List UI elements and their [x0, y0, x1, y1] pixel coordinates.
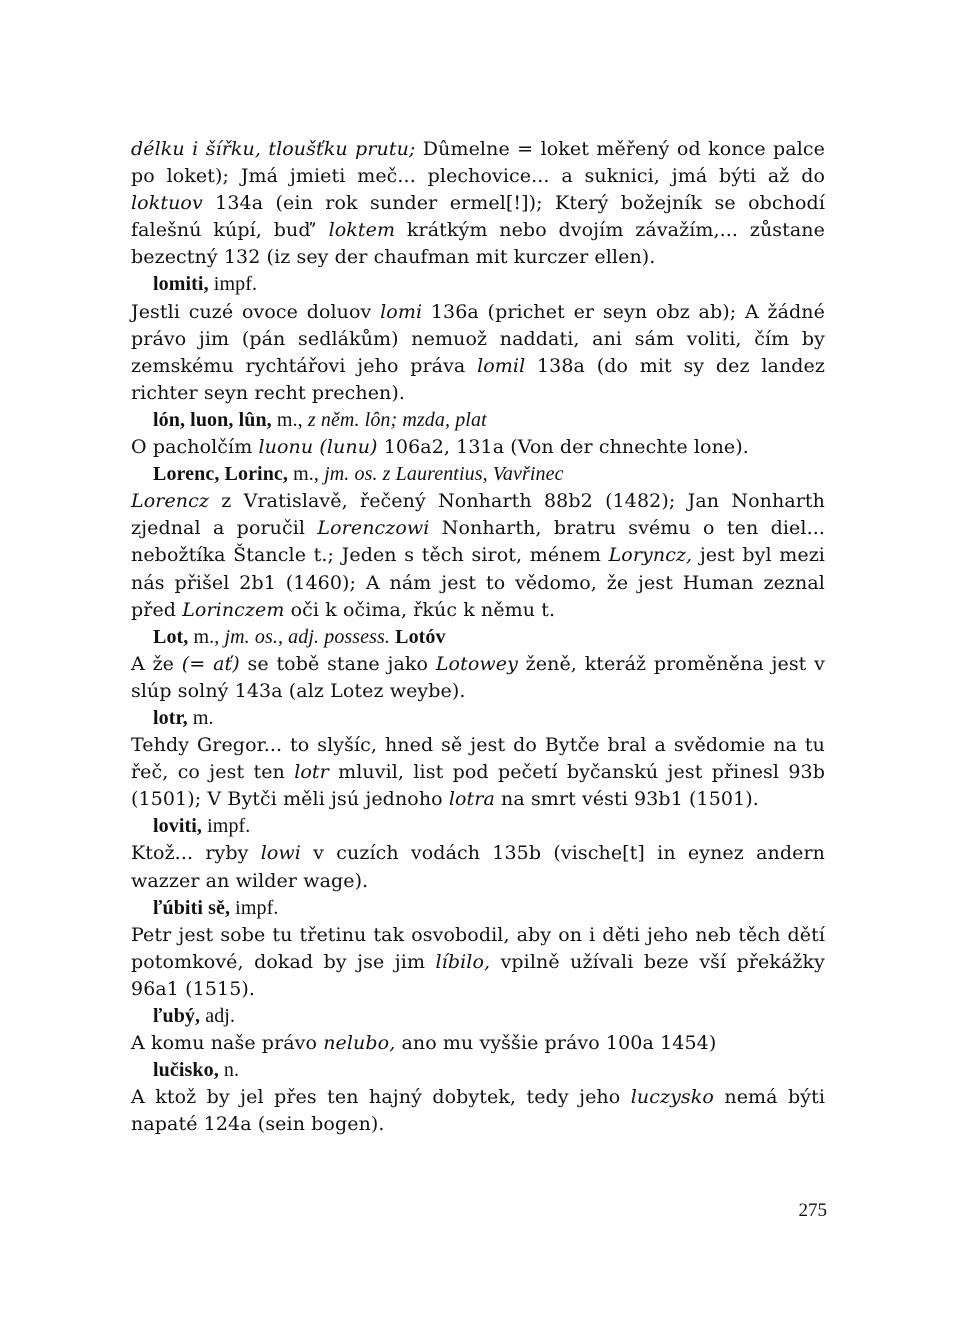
cited-form: Lotowey	[435, 652, 518, 675]
citation-text: Dûmelne = loket měřený od konce palce po loket); Jmá jmieti meč... plechovice... a suknici, jmá býti až do	[131, 138, 825, 188]
grammatical-label: m.,	[288, 463, 319, 486]
citation-paragraph	[131, 434, 825, 461]
cited-form: Lorencz	[131, 490, 209, 513]
citation-text: 138a (do mit sy dez landez richter seyn recht prechen).	[131, 354, 825, 404]
citation-text: 134a (ein rok sunder ermel[!]); Který božejník se obchodí falešnú kúpí, buď’	[131, 192, 825, 242]
cited-form: lomi	[380, 300, 423, 323]
citation-text: vpilně užívali beze vší překážky 96a1 (1515).	[131, 950, 825, 1000]
grammatical-label: impf.	[208, 273, 258, 296]
citation-text: Ktož... ryby	[131, 842, 261, 865]
dictionary-headword	[131, 461, 825, 488]
citation-text: jest byl mezi nás přišel 2b1 (1460); A nám jest to vědomo, že jest Human zeznal před	[131, 544, 825, 621]
citation-text: 136a (prichet er seyn obz ab); A žádné právo jim (pán sedlákům) nemuož naddati, ani sám voliti, čím by zemskému rychtářovi jeho práva	[131, 300, 825, 377]
cited-form: loktem	[328, 219, 396, 242]
citation-text: Petr jest sobe tu třetinu tak osvobodil, aby on i děti jeho neb těch dětí potomkové, dokad by jse jim	[131, 923, 825, 973]
citation-text: Jestli cuzé ovoce doluov	[131, 300, 381, 323]
grammatical-label: m.,	[271, 408, 303, 431]
dictionary-page-body	[131, 136, 825, 1138]
citation-paragraph	[131, 1084, 825, 1138]
citation-paragraph	[131, 136, 825, 271]
citation-text: krátkým nebo dvojím závažím,... zůstane bezectný 132 (iz sey der chaufman mit kurczer ellen).	[131, 219, 825, 269]
citation-text: Nonharth, bratru svému o ten diel... nebožtíka Štancle t.; Jeden s těch sirot, ménem	[131, 517, 825, 567]
dictionary-headword	[131, 624, 825, 651]
citation-text: nemá býti napaté 124a (sein bogen).	[131, 1086, 826, 1136]
citation-text: z Vratislavě, řečený Nonharth 88b2 (1482); Jan Nonharth zjednal a poručil	[131, 490, 825, 540]
dictionary-headword	[131, 895, 825, 922]
citation-paragraph	[131, 732, 825, 813]
headword-gloss: z něm. lôn; mzda, plat	[302, 408, 487, 431]
citation-paragraph	[131, 488, 825, 623]
headword-term: lučisko,	[153, 1059, 219, 1082]
citation-text: A ktož by jel přes ten hajný dobytek, tedy jeho	[131, 1086, 631, 1109]
headword-gloss: jm. os. z Laurentius, Vavřinec	[318, 463, 564, 486]
citation-text: O pacholčím	[131, 436, 259, 459]
headword-derived-form: Lotóv	[390, 625, 446, 648]
citation-paragraph	[131, 840, 825, 894]
cited-form: luczysko	[630, 1086, 714, 1109]
headword-term: Lot,	[153, 625, 189, 648]
citation-text: Tehdy Gregor... to slyšíc, hned sě jest do Bytče bral a svědomie na tu řeč, co jest ten	[131, 734, 825, 784]
dictionary-headword	[131, 1003, 825, 1030]
cited-form: lotra	[448, 788, 495, 811]
cited-form: (= ať)	[181, 652, 240, 675]
headword-gloss: jm. os., adj. possess.	[219, 625, 391, 648]
cited-form: lowi	[260, 842, 301, 865]
citation-text: ano mu vyššie právo 100a 1454)	[395, 1032, 717, 1055]
page-number: 275	[798, 1200, 827, 1221]
cited-form: lotr	[294, 761, 329, 784]
headword-term: lomiti,	[153, 273, 209, 296]
citation-text: v cuzích vodách 135b (vische[t] in eynez andern wazzer an wilder wage).	[131, 842, 825, 892]
citation-text: oči k očima, řkúc k němu t.	[284, 598, 556, 621]
citation-text: ženě, kteráž proměněna jest v slúp solný 143a (alz Lotez weybe).	[131, 652, 825, 702]
cited-form: nelubo,	[323, 1032, 396, 1055]
grammatical-label: impf.	[202, 815, 251, 838]
cited-form: loktuov	[131, 192, 203, 215]
dictionary-headword	[131, 705, 825, 732]
dictionary-headword	[131, 407, 825, 434]
citation-paragraph	[131, 922, 825, 1003]
dictionary-headword	[131, 1057, 825, 1084]
headword-term: Lorenc, Lorinc,	[153, 463, 289, 486]
cited-form: líbilo,	[435, 950, 491, 973]
citation-paragraph	[131, 1030, 825, 1057]
citation-text: A komu naše právo	[131, 1032, 324, 1055]
cited-form: lomil	[477, 354, 526, 377]
grammatical-label: impf.	[230, 896, 279, 919]
grammatical-label: m.	[187, 706, 214, 729]
grammatical-label: n.	[218, 1059, 240, 1082]
citation-paragraph	[131, 299, 825, 407]
dictionary-headword	[131, 813, 825, 840]
citation-paragraph	[131, 651, 825, 705]
dictionary-headword	[131, 271, 825, 298]
citation-text: 106a2, 131a (Von der chnechte lone).	[377, 436, 749, 459]
citation-text: mluvil, list pod pečetí byčanskú jest přinesl 93b (1501); V Bytči měli jsú jednoho	[131, 761, 825, 811]
citation-text: se tobě stane jako	[239, 652, 436, 675]
citation-text: na smrt vésti 93b1 (1501).	[494, 788, 759, 811]
headword-term: ľúbiti sě,	[153, 896, 231, 919]
headword-term: ľubý,	[153, 1005, 201, 1027]
cited-form: délku i šířku, tloušťku prutu;	[131, 138, 416, 160]
headword-term: lotr,	[153, 706, 188, 729]
grammatical-label: m.,	[188, 625, 220, 648]
cited-form: Lorinczem	[182, 598, 285, 621]
citation-text: A že	[131, 652, 182, 675]
cited-form: Loryncz,	[608, 544, 693, 567]
headword-term: lón, luon, lûn,	[153, 408, 272, 431]
headword-term: loviti,	[153, 815, 203, 838]
grammatical-label: adj.	[200, 1005, 236, 1027]
cited-form: Lorenczowi	[317, 517, 430, 540]
cited-form: luonu (lunu)	[258, 436, 378, 459]
